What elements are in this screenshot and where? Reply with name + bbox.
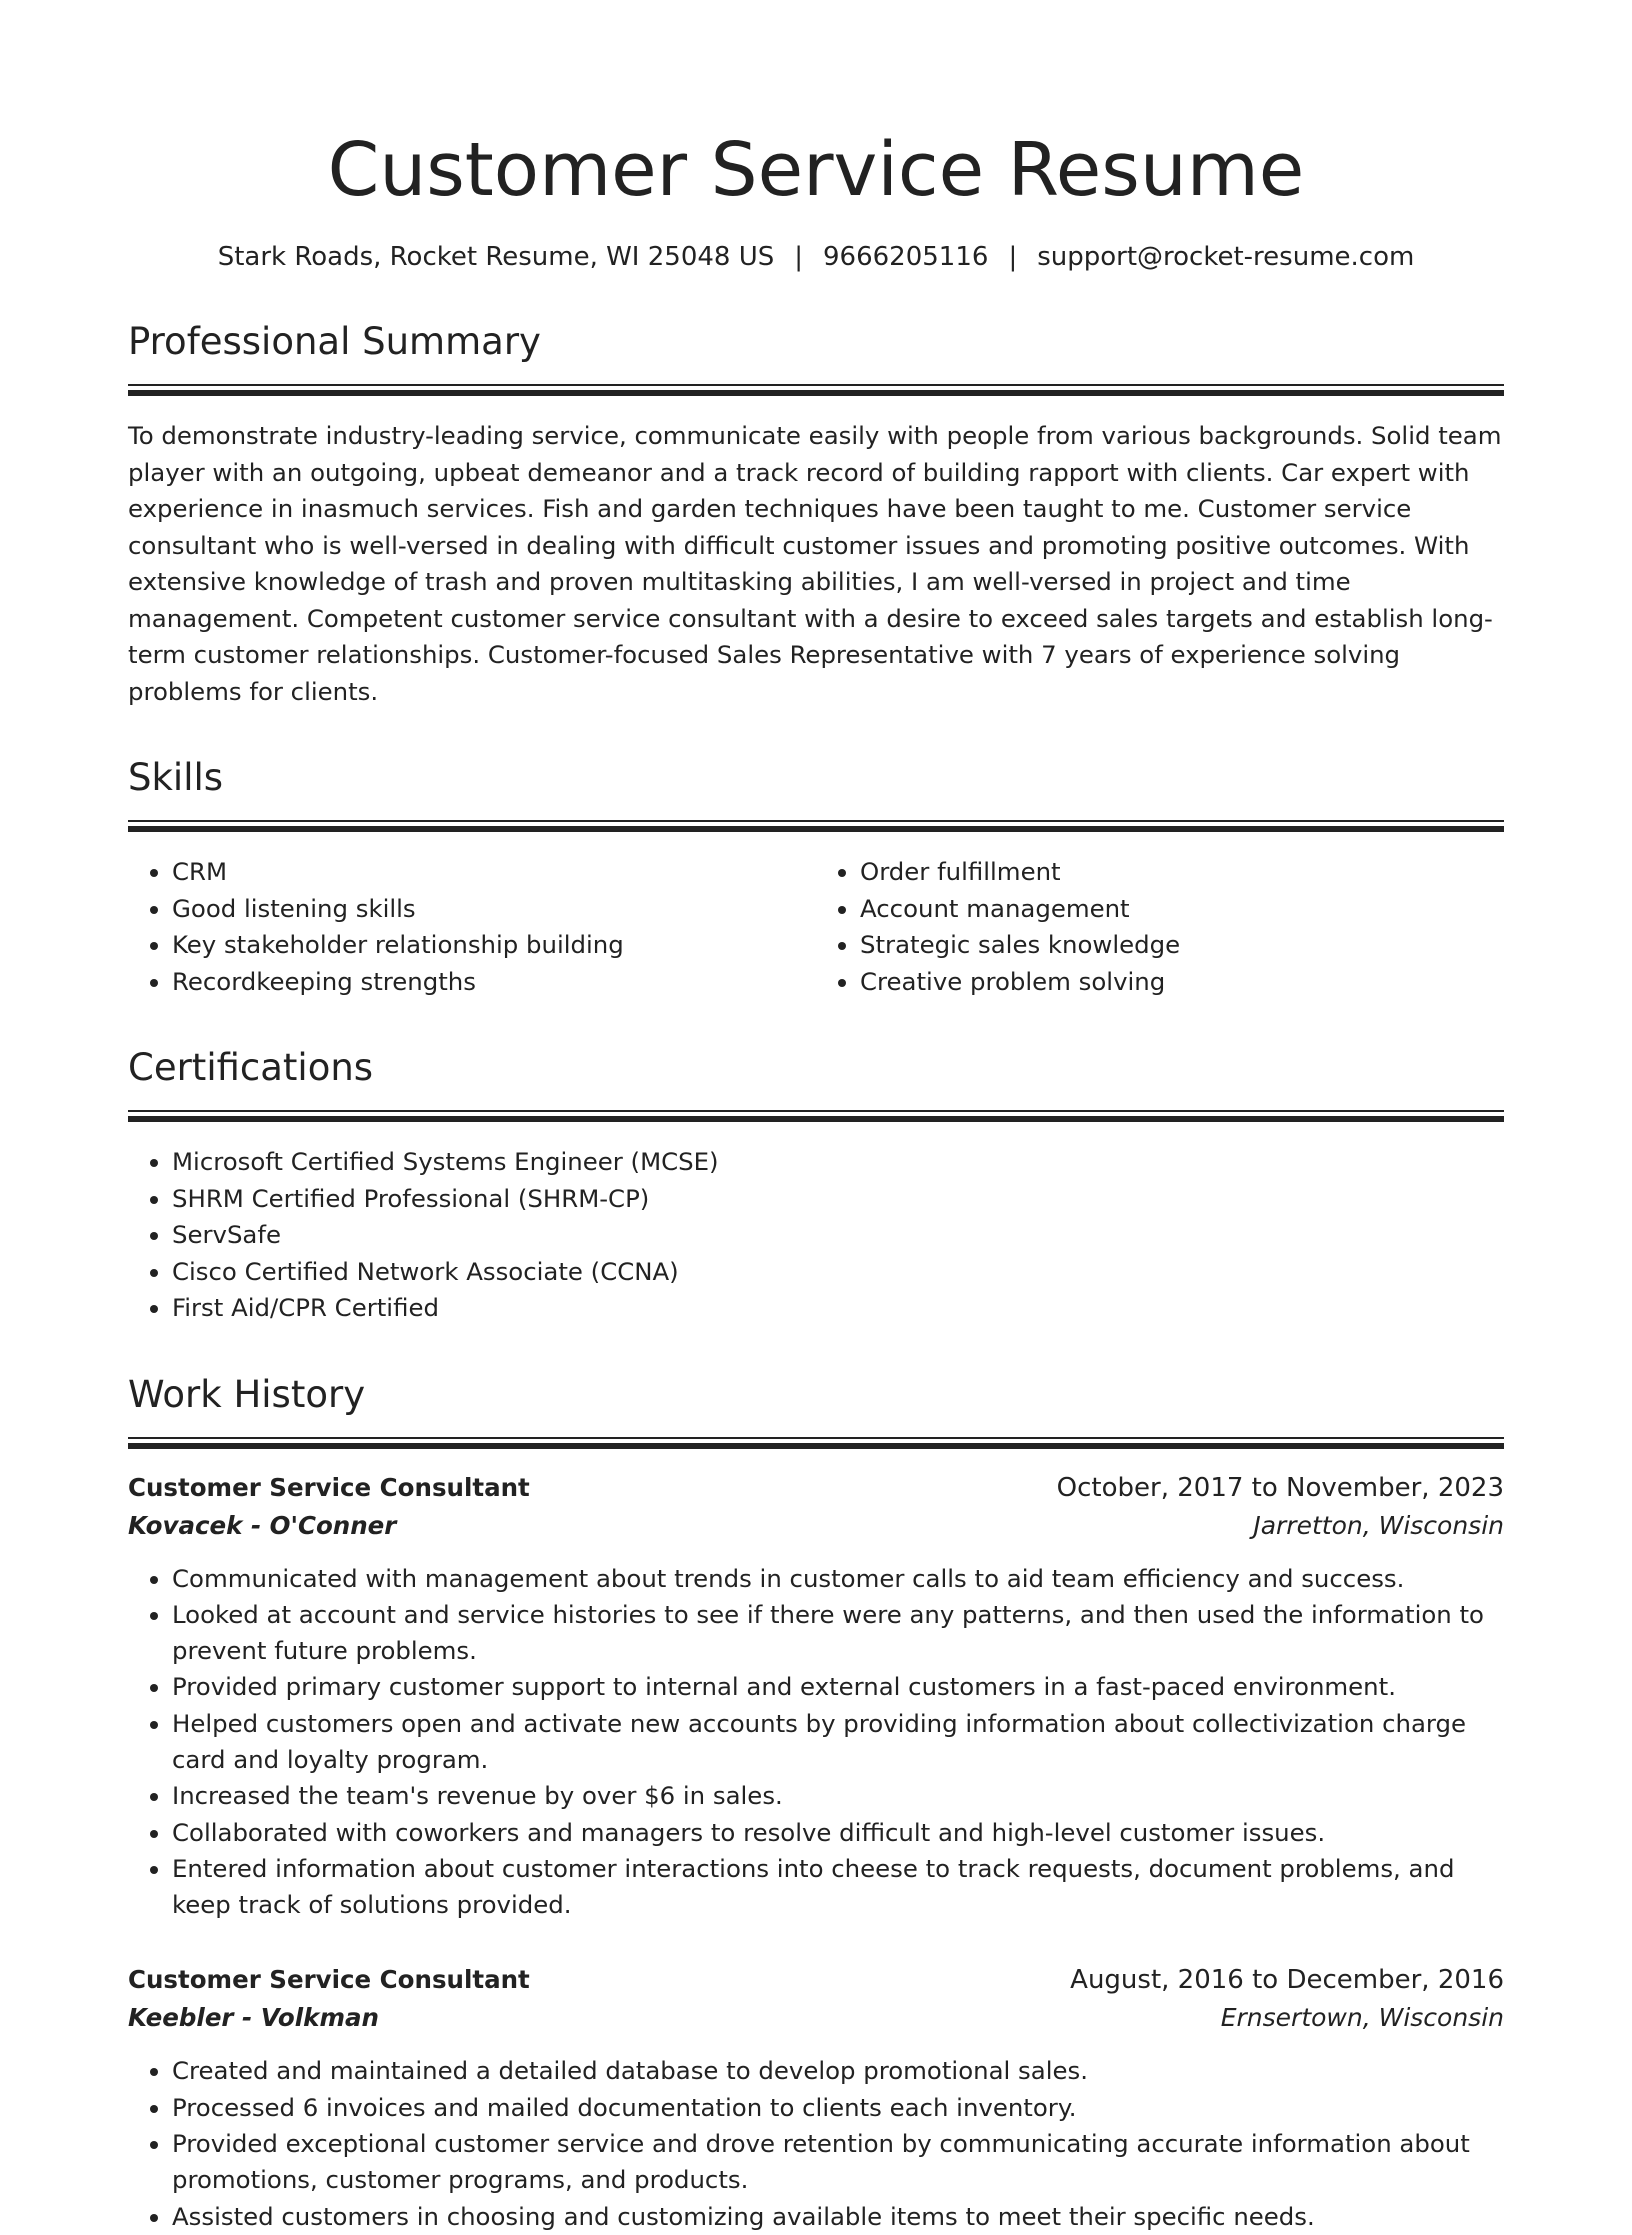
duty-item: • Collaborated with coworkers and managers to resolve difficult and high-level customer issues. (172, 1815, 1504, 1851)
job-duties (128, 1561, 1504, 1924)
job-employer: Kovacek - O'Conner (128, 1510, 397, 1540)
certification-item: • Microsoft Certified Systems Engineer (MCSE) (172, 1144, 1504, 1181)
skill-item: • Order fulfillment (860, 854, 1504, 891)
skill-item: • Account management (860, 891, 1504, 928)
job-employer: Keebler - Volkman (128, 2003, 379, 2033)
skills-column-left (128, 854, 816, 1000)
job-title: Customer Service Consultant (128, 1965, 530, 1995)
skills-heading: Skills (128, 756, 224, 799)
duty-item: • Entered information about customer interactions into cheese to track requests, document problems, and keep track of solutions provided. (172, 1851, 1504, 1924)
skills-column-right (816, 854, 1504, 1000)
duty-item: • Helped customers open and activate new accounts by providing information about collectivization charge card and loyalty program. (172, 1706, 1504, 1779)
certification-item: • SHRM Certified Professional (SHRM-CP) (172, 1181, 1504, 1218)
duty-item: • Provided primary customer support to internal and external customers in a fast-paced environment. (172, 1669, 1504, 1705)
skill-item: • Recordkeeping strengths (172, 964, 816, 1001)
job-location: Jarretton, Wisconsin (1253, 1510, 1504, 1540)
contact-separator: | (1008, 242, 1018, 272)
skills-grid (128, 854, 1504, 1000)
summary-heading: Professional Summary (128, 320, 541, 363)
job-location: Ernsertown, Wisconsin (1220, 2003, 1504, 2033)
section-divider (128, 384, 1504, 386)
duty-item: • Created and maintained a detailed database to develop promotional sales. (172, 2053, 1504, 2089)
duty-item: • Communicated with management about trends in customer calls to aid team efficiency and success. (172, 1561, 1504, 1597)
skill-item: • CRM (172, 854, 816, 891)
contact-address: Stark Roads, Rocket Resume, WI 25048 US (217, 242, 775, 272)
duty-item: • Provided exceptional customer service and drove retention by communicating accurate information about promotions, customer programs, and products. (172, 2126, 1504, 2199)
certifications-section (128, 1044, 1504, 1327)
duty-item: • Increased the team's revenue by over $6 in sales. (172, 1778, 1504, 1814)
job-entry (128, 1469, 1504, 1924)
duty-item: • Assisted customers in choosing and customizing available items to meet their specific needs. (172, 2199, 1504, 2235)
job-dates: August, 2016 to December, 2016 (1070, 1965, 1504, 1996)
certification-item: • Cisco Certified Network Associate (CCNA) (172, 1254, 1504, 1291)
skills-section (128, 754, 1504, 1000)
skill-item: • Creative problem solving (860, 964, 1504, 1001)
resume-title: Customer Service Resume (327, 127, 1305, 213)
contact-phone: 9666205116 (823, 242, 989, 272)
duty-item: • Processed 6 invoices and mailed documentation to clients each inventory. (172, 2090, 1504, 2126)
contact-line (128, 240, 1504, 274)
section-divider (128, 820, 1504, 822)
skill-item: • Strategic sales knowledge (860, 927, 1504, 964)
certifications-list (128, 1144, 1504, 1327)
section-divider (128, 1437, 1504, 1439)
certifications-heading: Certifications (128, 1046, 374, 1089)
work-history-heading: Work History (128, 1372, 366, 1416)
duty-item: • Looked at account and service histories to see if there were any patterns, and then used the information to prevent future problems. (172, 1597, 1504, 1670)
contact-email: support@rocket-resume.com (1037, 242, 1415, 272)
job-entry (128, 1961, 1504, 2234)
section-divider (128, 1110, 1504, 1112)
skill-item: • Key stakeholder relationship building (172, 927, 816, 964)
job-duties (128, 2053, 1504, 2234)
job-title: Customer Service Consultant (128, 1472, 530, 1502)
certification-item: • First Aid/CPR Certified (172, 1290, 1504, 1327)
contact-separator: | (794, 242, 804, 272)
skill-item: • Good listening skills (172, 891, 816, 928)
work-history-section (128, 1371, 1504, 2235)
certification-item: • ServSafe (172, 1217, 1504, 1254)
summary-section (128, 318, 1504, 710)
summary-text: To demonstrate industry-leading service, communicate easily with people from various backgrounds. Solid team player with an outgoing, upbeat demeanor and a track record of building rapport with clients. Car expert with experience in inasmuch services. Fish and garden techniques have been taught to me. Customer service consultant who is well-versed in dealing with difficult customer issues and promoting positive outcomes. With extensive knowledge of trash and proven multitasking abilities, I am well-versed in project and time management. Competent customer service consultant with a desire to exceed sales targets and establish long-term customer relationships. Customer-focused Sales Representative with 7 years of experience solving problems for clients. (128, 421, 1502, 706)
job-dates: October, 2017 to November, 2023 (1056, 1472, 1504, 1503)
resume-page (128, 0, 1504, 2235)
